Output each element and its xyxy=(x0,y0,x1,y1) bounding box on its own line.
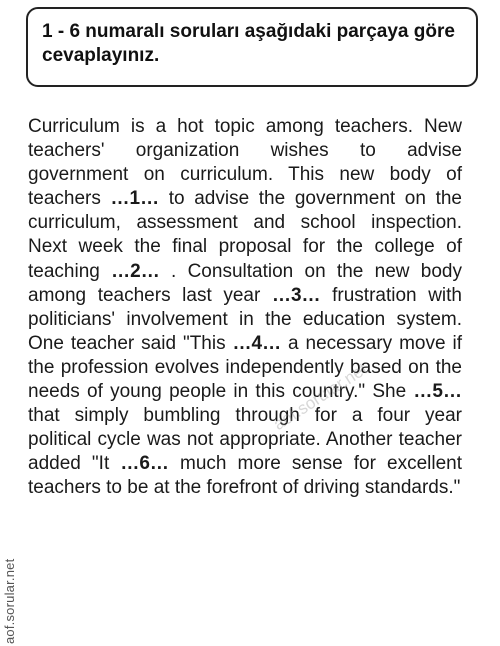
passage-text: that simply bumbling through for a four year political cycle was not appropriate. Another teacher added "It xyxy=(28,405,462,475)
blank-1: …1… xyxy=(110,188,160,210)
blank-4: …4… xyxy=(232,332,282,354)
blank-2: …2… xyxy=(111,260,160,282)
blank-6: …6… xyxy=(120,453,169,475)
blank-5: …5… xyxy=(413,381,462,403)
side-watermark: aof.sorular.net xyxy=(2,558,17,644)
passage-text: . Consultation on the new body among teachers last year xyxy=(28,260,462,306)
passage-text: to advise the government on the curriculum, assessment and school inspection. Next week the final proposal for the college of teaching xyxy=(28,188,462,282)
blank-3: …3… xyxy=(271,284,321,306)
reading-passage xyxy=(28,115,462,501)
instruction-box xyxy=(26,7,478,87)
passage-text: a necessary move if the profession evolves independently based on the needs of young people in this country." She xyxy=(28,332,462,403)
instruction-text: 1 - 6 numaralı soruları aşağıdaki parçaya göre cevaplayınız. xyxy=(42,21,455,66)
diagonal-watermark: aof.sorular.net xyxy=(270,359,371,434)
passage-text: frustration with politicians' involvement in the education system. One teacher said "This xyxy=(28,284,462,354)
passage-text: Curriculum is a hot topic among teachers. New teachers' organization wishes to advise government on curriculum. This new body of teachers xyxy=(28,116,462,210)
passage-text: much more sense for excellent teachers to be at the forefront of driving standards." xyxy=(28,453,462,499)
